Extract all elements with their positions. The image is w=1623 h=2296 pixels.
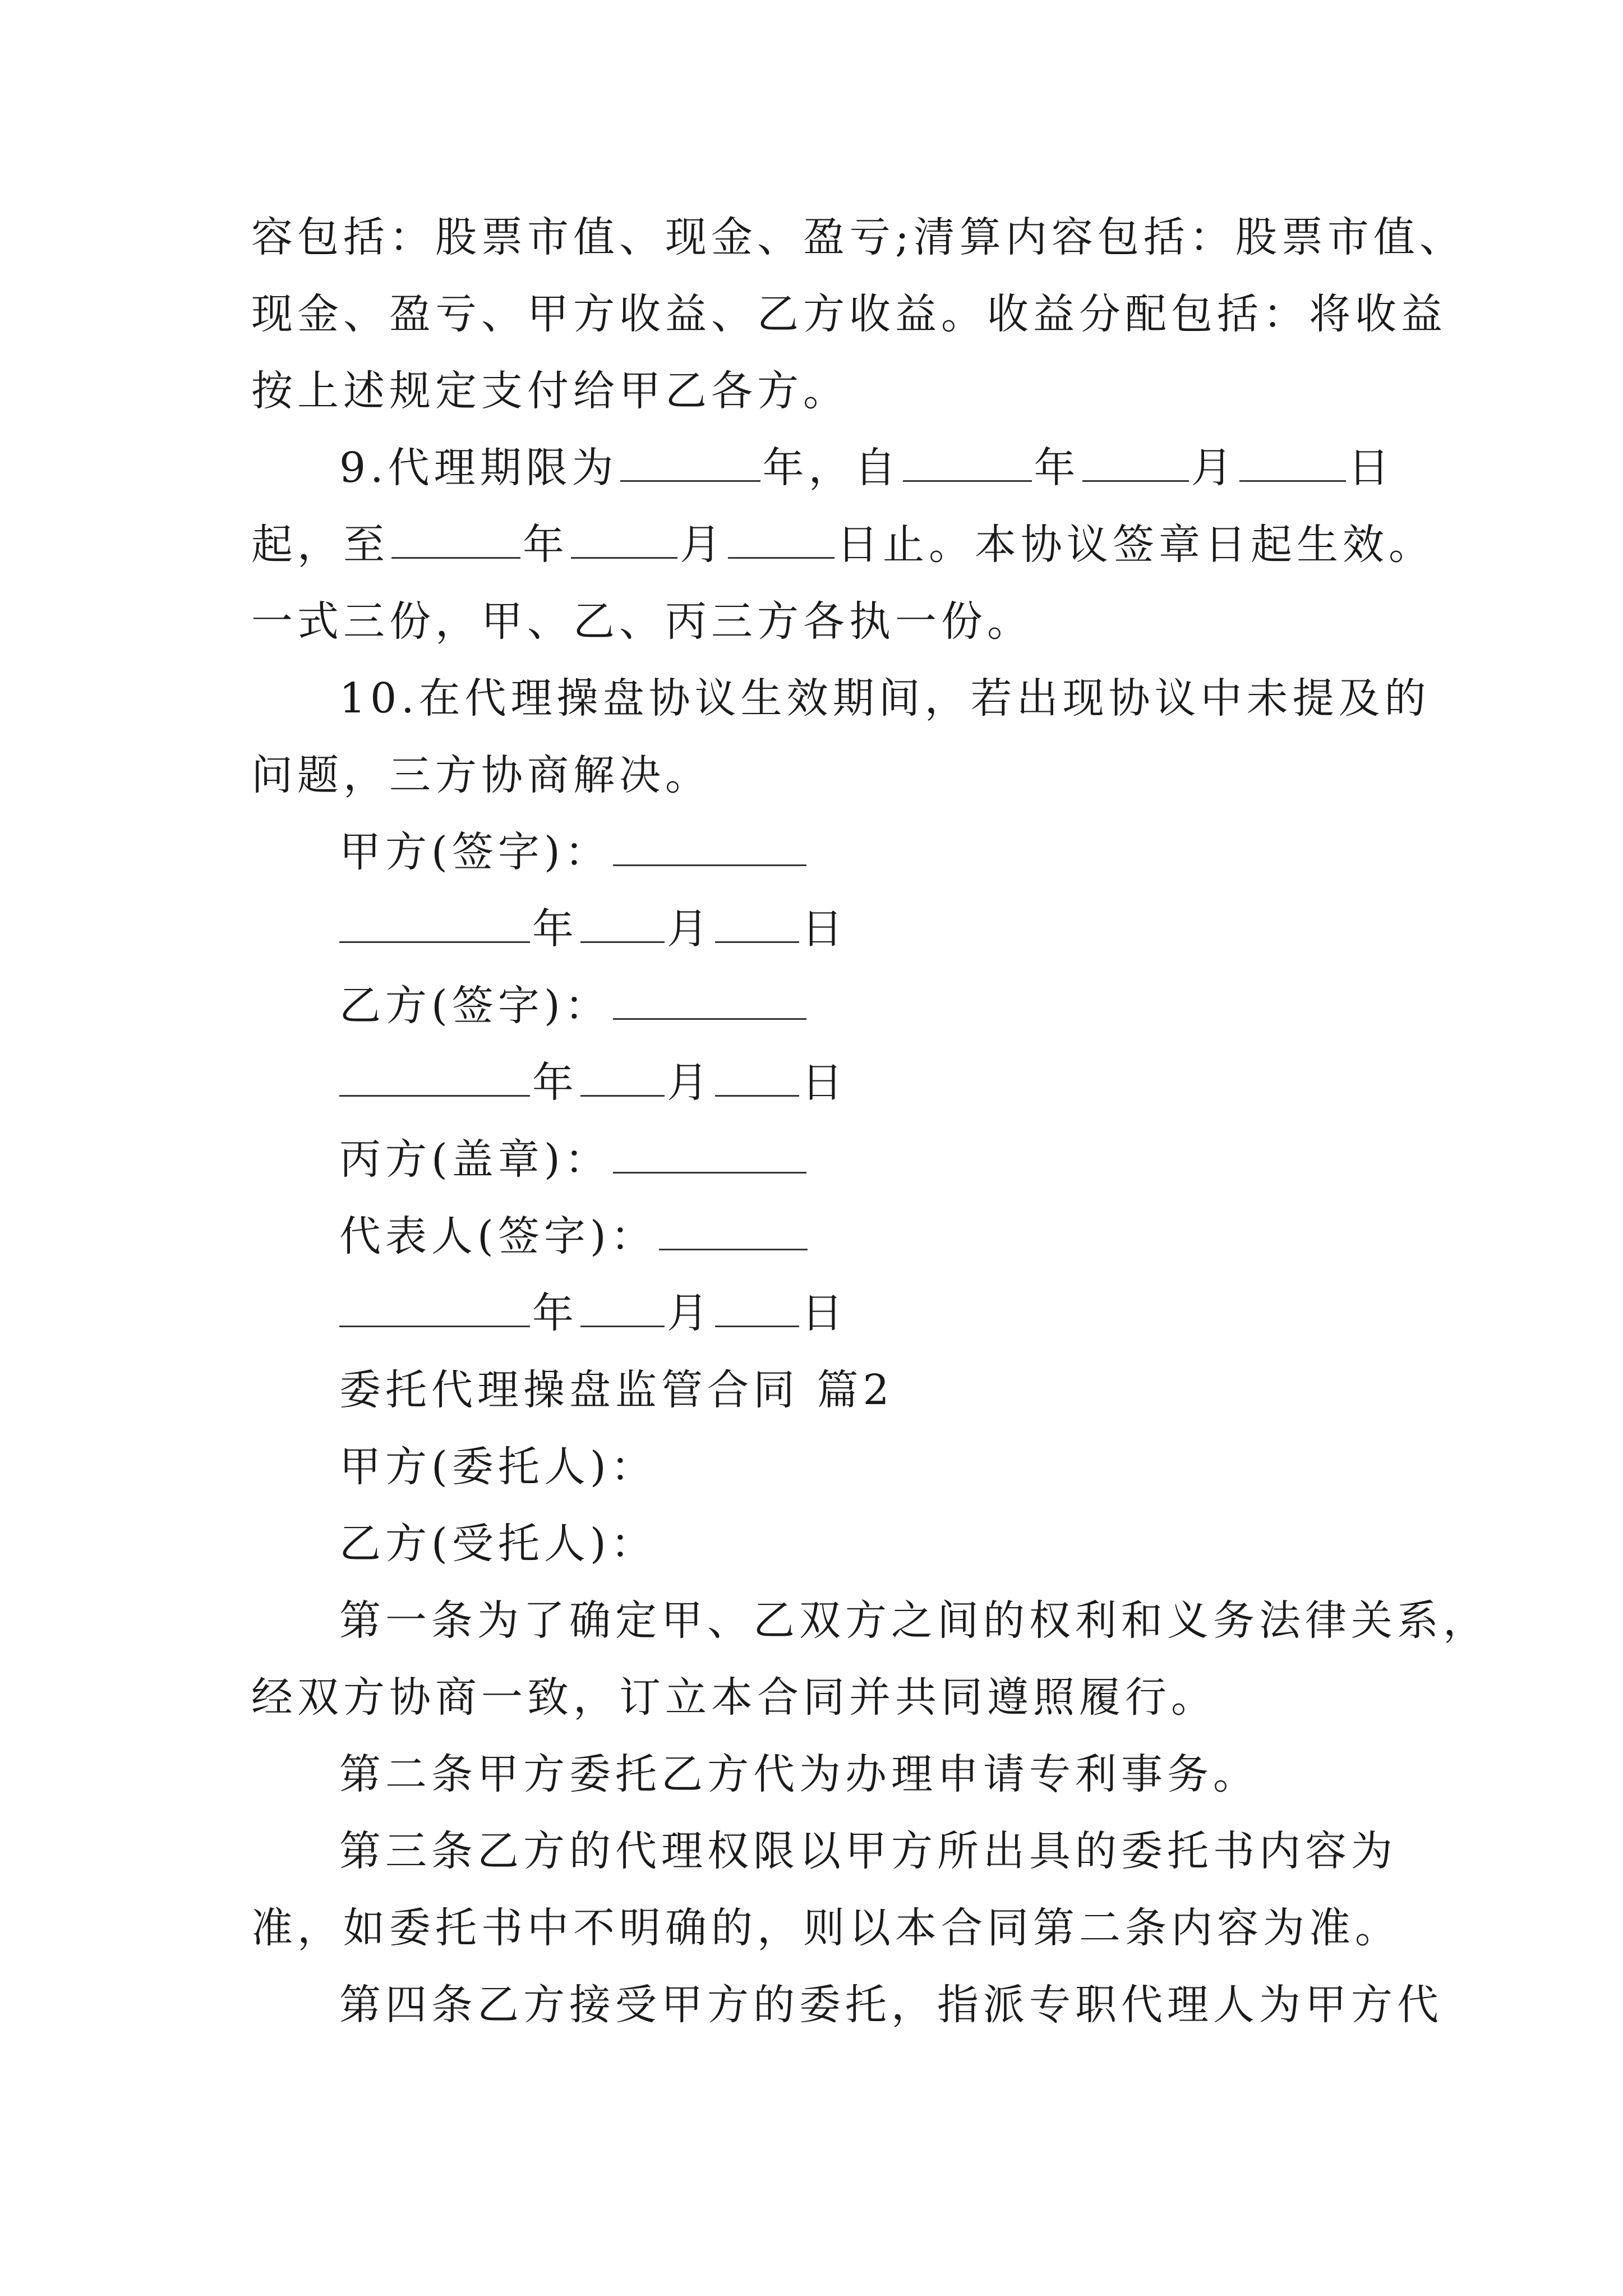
end-year-blank[interactable]	[391, 522, 520, 559]
clause-9-line-2	[251, 517, 1435, 573]
party-c-seal-blank[interactable]	[613, 1137, 806, 1174]
end-month-blank[interactable]	[571, 522, 677, 559]
term-years-blank[interactable]	[620, 445, 760, 482]
clause-9-text: 9.代理期限为	[339, 444, 618, 492]
start-day-blank[interactable]	[1239, 445, 1346, 482]
year-label: 年	[532, 1289, 578, 1337]
party-a-principal-label: 甲方(委托人)：	[339, 1443, 657, 1491]
party-c-date-year-blank[interactable]	[339, 1291, 530, 1327]
clause-10-line-2: 问题，三方协商解决。	[251, 751, 711, 799]
clause-9-text: 年	[523, 521, 569, 569]
clause-9-line-3: 一式三份，甲、乙、丙三方各执一份。	[251, 597, 1033, 646]
party-b-date-month-blank[interactable]	[580, 1060, 665, 1097]
party-a-signature-blank[interactable]	[613, 830, 806, 866]
month-label: 月	[667, 1289, 713, 1337]
clause-9-text: 年	[1034, 444, 1080, 492]
party-b-signature-blank[interactable]	[613, 983, 806, 1020]
paragraph-line: 容包括：股票市值、现金、盈亏;清算内容包括：股票市值、	[251, 213, 1465, 261]
party-a-date-month-blank[interactable]	[580, 907, 665, 943]
article-3-line-2: 准，如委托书中不明确的，则以本合同第二条内容为准。	[251, 1904, 1401, 1952]
end-day-blank[interactable]	[728, 522, 834, 559]
party-b-signature-label: 乙方(签字)：	[339, 982, 611, 1030]
year-label: 年	[532, 1059, 578, 1107]
party-b-date-year-blank[interactable]	[339, 1060, 530, 1097]
clause-9-text: 月	[680, 521, 726, 569]
party-a-date-row	[339, 901, 847, 957]
party-b-signature-row	[339, 978, 809, 1034]
party-a-signature-row	[339, 824, 809, 880]
start-month-blank[interactable]	[1082, 445, 1189, 482]
section-title: 委托代理操盘监管合同 篇2	[339, 1366, 894, 1414]
day-label: 日	[801, 905, 847, 953]
clause-9-text: 年，自	[762, 444, 901, 492]
month-label: 月	[667, 905, 713, 953]
party-b-date-row	[339, 1055, 847, 1111]
article-4-line-1: 第四条乙方接受甲方的委托，指派专职代理人为甲方代	[339, 1981, 1443, 2029]
start-year-blank[interactable]	[903, 445, 1032, 482]
year-label: 年	[532, 905, 578, 953]
paragraph-line: 按上述规定支付给甲乙各方。	[251, 367, 849, 415]
paragraph-line: 现金、盈亏、甲方收益、乙方收益。收益分配包括：将收益	[251, 290, 1447, 338]
day-label: 日	[801, 1289, 847, 1337]
article-3-line-1: 第三条乙方的代理权限以甲方所出具的委托书内容为	[339, 1827, 1397, 1875]
party-c-date-row	[339, 1285, 847, 1341]
party-a-date-year-blank[interactable]	[339, 907, 530, 943]
party-b-date-day-blank[interactable]	[715, 1060, 799, 1097]
clause-9-text: 日止。本协议签章日起生效。	[837, 521, 1435, 569]
party-c-seal-label: 丙方(盖章)：	[339, 1135, 611, 1184]
party-b-agent-label: 乙方(受托人)：	[339, 1520, 657, 1568]
article-1-line-2: 经双方协商一致，订立本合同并共同遵照履行。	[251, 1673, 1217, 1722]
party-a-signature-label: 甲方(签字)：	[339, 828, 611, 876]
representative-signature-blank[interactable]	[659, 1214, 808, 1250]
party-c-date-month-blank[interactable]	[580, 1291, 665, 1327]
party-a-date-day-blank[interactable]	[715, 907, 799, 943]
day-label: 日	[801, 1059, 847, 1107]
article-2: 第二条甲方委托乙方代为办理申请专利事务。	[339, 1750, 1259, 1798]
clause-10-line-1: 10.在代理操盘协议生效期间，若出现协议中未提及的	[339, 674, 1431, 723]
clause-9-line-1	[339, 440, 1394, 496]
party-c-seal-row	[339, 1131, 809, 1188]
month-label: 月	[667, 1059, 713, 1107]
party-c-date-day-blank[interactable]	[715, 1291, 799, 1327]
clause-9-text: 起，至	[251, 521, 389, 569]
article-1-line-1: 第一条为了确定甲、乙双方之间的权利和义务法律关系，	[339, 1596, 1489, 1645]
clause-9-text: 日	[1348, 444, 1394, 492]
representative-signature-row	[339, 1208, 810, 1264]
clause-9-text: 月	[1191, 444, 1237, 492]
representative-signature-label: 代表人(签字)：	[339, 1212, 657, 1260]
